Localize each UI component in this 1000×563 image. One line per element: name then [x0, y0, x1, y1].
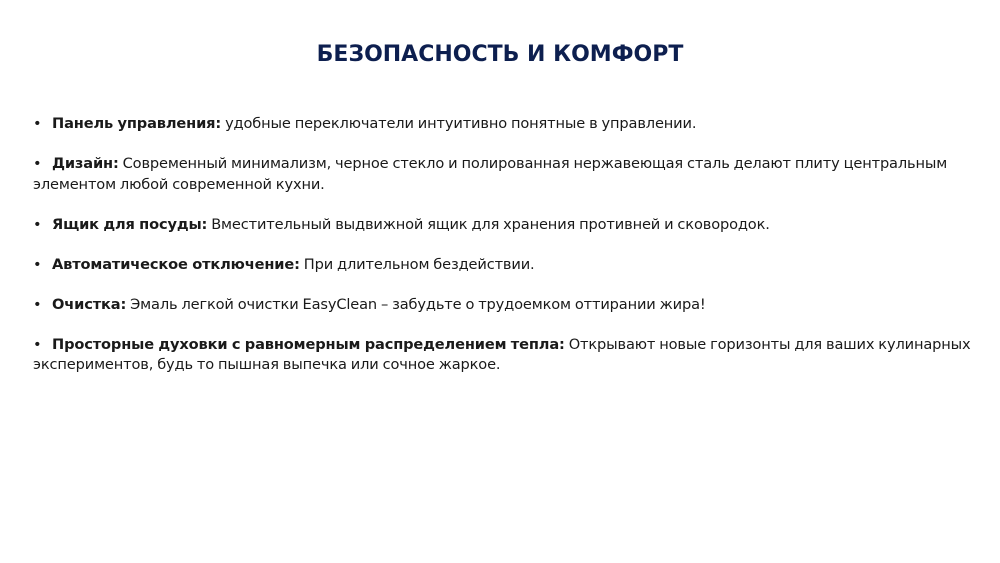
feature-heading: Панель управления:: [52, 115, 222, 132]
feature-item-design: [33, 154, 978, 195]
feature-heading: Ящик для посуды:: [52, 215, 208, 233]
feature-item-control-panel: [33, 114, 978, 135]
feature-item-ovens: [33, 335, 978, 376]
slide-title: БЕЗОПАСНОСТЬ И КОМФОРТ: [316, 42, 684, 67]
feature-description: При длительном бездействии.: [299, 255, 535, 273]
feature-description: Вместительный выдвижной ящик для хранения противней и сковородок.: [207, 215, 770, 233]
feature-heading: Очистка:: [52, 295, 127, 313]
bullet-icon: •: [33, 295, 42, 313]
feature-heading: Дизайн:: [52, 155, 119, 172]
feature-description: Современный минимализм, черное стекло и полированная нержавеющая сталь делают плиту центральным элементом любой современной кухни.: [33, 155, 948, 193]
feature-item-cleaning: [33, 295, 978, 316]
feature-heading: Автоматическое отключение:: [52, 255, 300, 273]
bullet-icon: •: [33, 155, 42, 172]
bullet-icon: •: [33, 335, 42, 353]
feature-list: [33, 114, 978, 395]
bullet-icon: •: [33, 115, 42, 132]
feature-item-auto-shutoff: [33, 255, 978, 276]
feature-heading: Просторные духовки с равномерным распределением тепла:: [52, 335, 565, 353]
feature-description: удобные переключатели интуитивно понятные в управлении.: [221, 115, 697, 132]
bullet-icon: •: [33, 215, 42, 233]
feature-description: Эмаль легкой очистки EasyClean – забудьте о трудоемком оттирании жира!: [126, 295, 706, 313]
feature-description: Открывают новые горизонты для ваших кулинарных экспериментов, будь то пышная выпечка или сочное жаркое.: [33, 335, 971, 373]
feature-item-storage-drawer: [33, 215, 978, 236]
bullet-icon: •: [33, 255, 42, 273]
